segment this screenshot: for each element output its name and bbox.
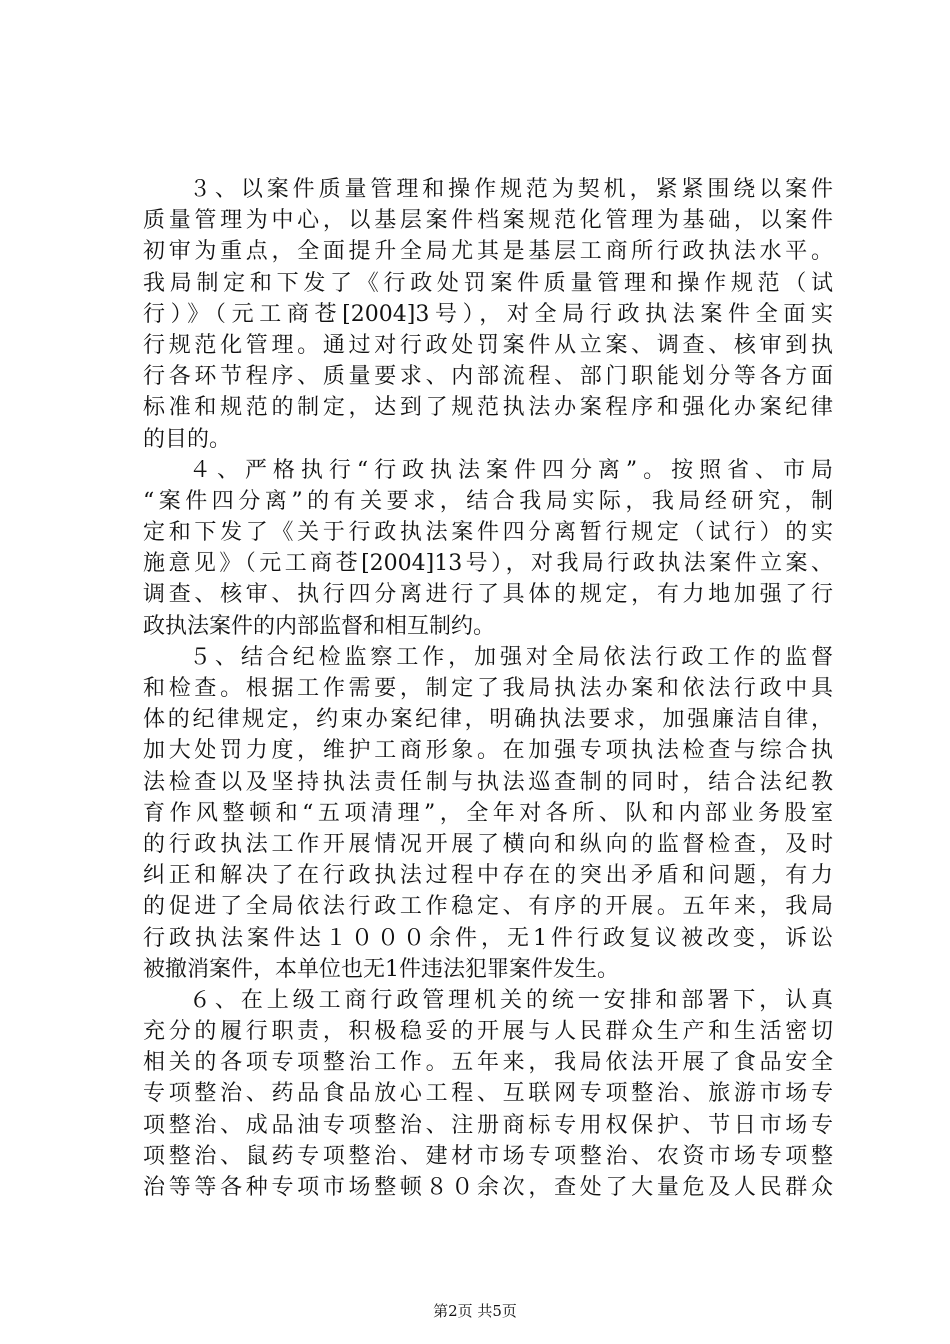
text-line: 专项整治、药品食品放心工程、互联网专项整治、旅游市场专 — [143, 1081, 833, 1107]
text-line: 充分的履行职责，积极稳妥的开展与人民群众生产和生活密切 — [143, 1019, 833, 1045]
page-footer: 第2页 共5页 — [433, 1302, 517, 1320]
paragraph — [143, 174, 833, 455]
text-line: “案件四分离”的有关要求，结合我局实际，我局经研究，制 — [143, 488, 833, 514]
text-line: 初审为重点，全面提升全局尤其是基层工商所行政执法水平。 — [143, 239, 833, 265]
paragraph — [143, 642, 833, 985]
text-line: 质量管理为中心，以基层案件档案规范化管理为基础，以案件 — [143, 208, 833, 234]
text-line: 的促进了全局依法行政工作稳定、有序的开展。五年来，我局 — [143, 894, 833, 920]
text-line: ３、以案件质量管理和操作规范为契机，紧紧围绕以案件 — [189, 177, 833, 202]
text-line: ６、在上级工商行政管理机关的统一安排和部署下，认真 — [189, 987, 833, 1013]
text-line: 体的纪律规定，约束办案纪律，明确执法要求，加强廉洁自律， — [143, 707, 833, 733]
text-line: 行政执法案件达１０００余件，无1件行政复议被改变，诉讼 — [143, 925, 833, 951]
text-line: 法检查以及坚持执法责任制与执法巡查制的同时，结合法纪教 — [143, 769, 833, 795]
text-line: 的行政执法工作开展情况开展了横向和纵向的监督检查，及时 — [143, 831, 833, 857]
text-line: 和检查。根据工作需要，制定了我局执法办案和依法行政中具 — [143, 676, 833, 701]
text-line: 的目的。 — [143, 426, 232, 452]
text-line: 相关的各项专项整治工作。五年来，我局依法开展了食品安全 — [143, 1050, 833, 1076]
text-line: 调查、核审、执行四分离进行了具体的规定，有力地加强了行 — [143, 582, 833, 608]
paragraph — [143, 455, 833, 642]
text-line: 行规范化管理。通过对行政处罚案件从立案、调查、核审到执 — [143, 332, 833, 358]
paragraph — [143, 985, 833, 1203]
document-body — [143, 174, 833, 1203]
text-line: 被撤消案件，本单位也无1件违法犯罪案件发生。 — [143, 956, 619, 982]
text-line: 我局制定和下发了《行政处罚案件质量管理和操作规范（试 — [143, 270, 833, 296]
text-line: 项整治、成品油专项整治、注册商标专用权保护、节日市场专 — [143, 1112, 833, 1138]
text-line: ５、结合纪检监察工作，加强对全局依法行政工作的监督 — [189, 644, 833, 670]
text-line: 行）》（元工商苍[2004]3号），对全局行政执法案件全面实 — [143, 301, 833, 327]
text-line: 纠正和解决了在行政执法过程中存在的突出矛盾和问题，有力 — [143, 863, 833, 889]
text-line: 加大处罚力度，维护工商形象。在加强专项执法检查与综合执 — [143, 738, 833, 764]
text-line: ４、严格执行“行政执法案件四分离”。按照省、市局 — [189, 457, 833, 483]
text-line: 施意见》（元工商苍[2004]13号），对我局行政执法案件立案、 — [143, 551, 833, 577]
text-line: 项整治、鼠药专项整治、建材市场专项整治、农资市场专项整 — [143, 1143, 833, 1169]
text-line: 政执法案件的内部监督和相互制约。 — [143, 613, 496, 639]
text-line: 治等等各种专项市场整顿８０余次，查处了大量危及人民群众 — [143, 1175, 833, 1200]
text-line: 定和下发了《关于行政执法案件四分离暂行规定（试行）的实 — [143, 520, 833, 546]
text-line: 行各环节程序、质量要求、内部流程、部门职能划分等各方面 — [143, 364, 833, 390]
text-line: 育作风整顿和“五项清理”，全年对各所、队和内部业务股室 — [143, 800, 833, 826]
text-line: 标准和规范的制定，达到了规范执法办案程序和强化办案纪律 — [143, 395, 833, 421]
